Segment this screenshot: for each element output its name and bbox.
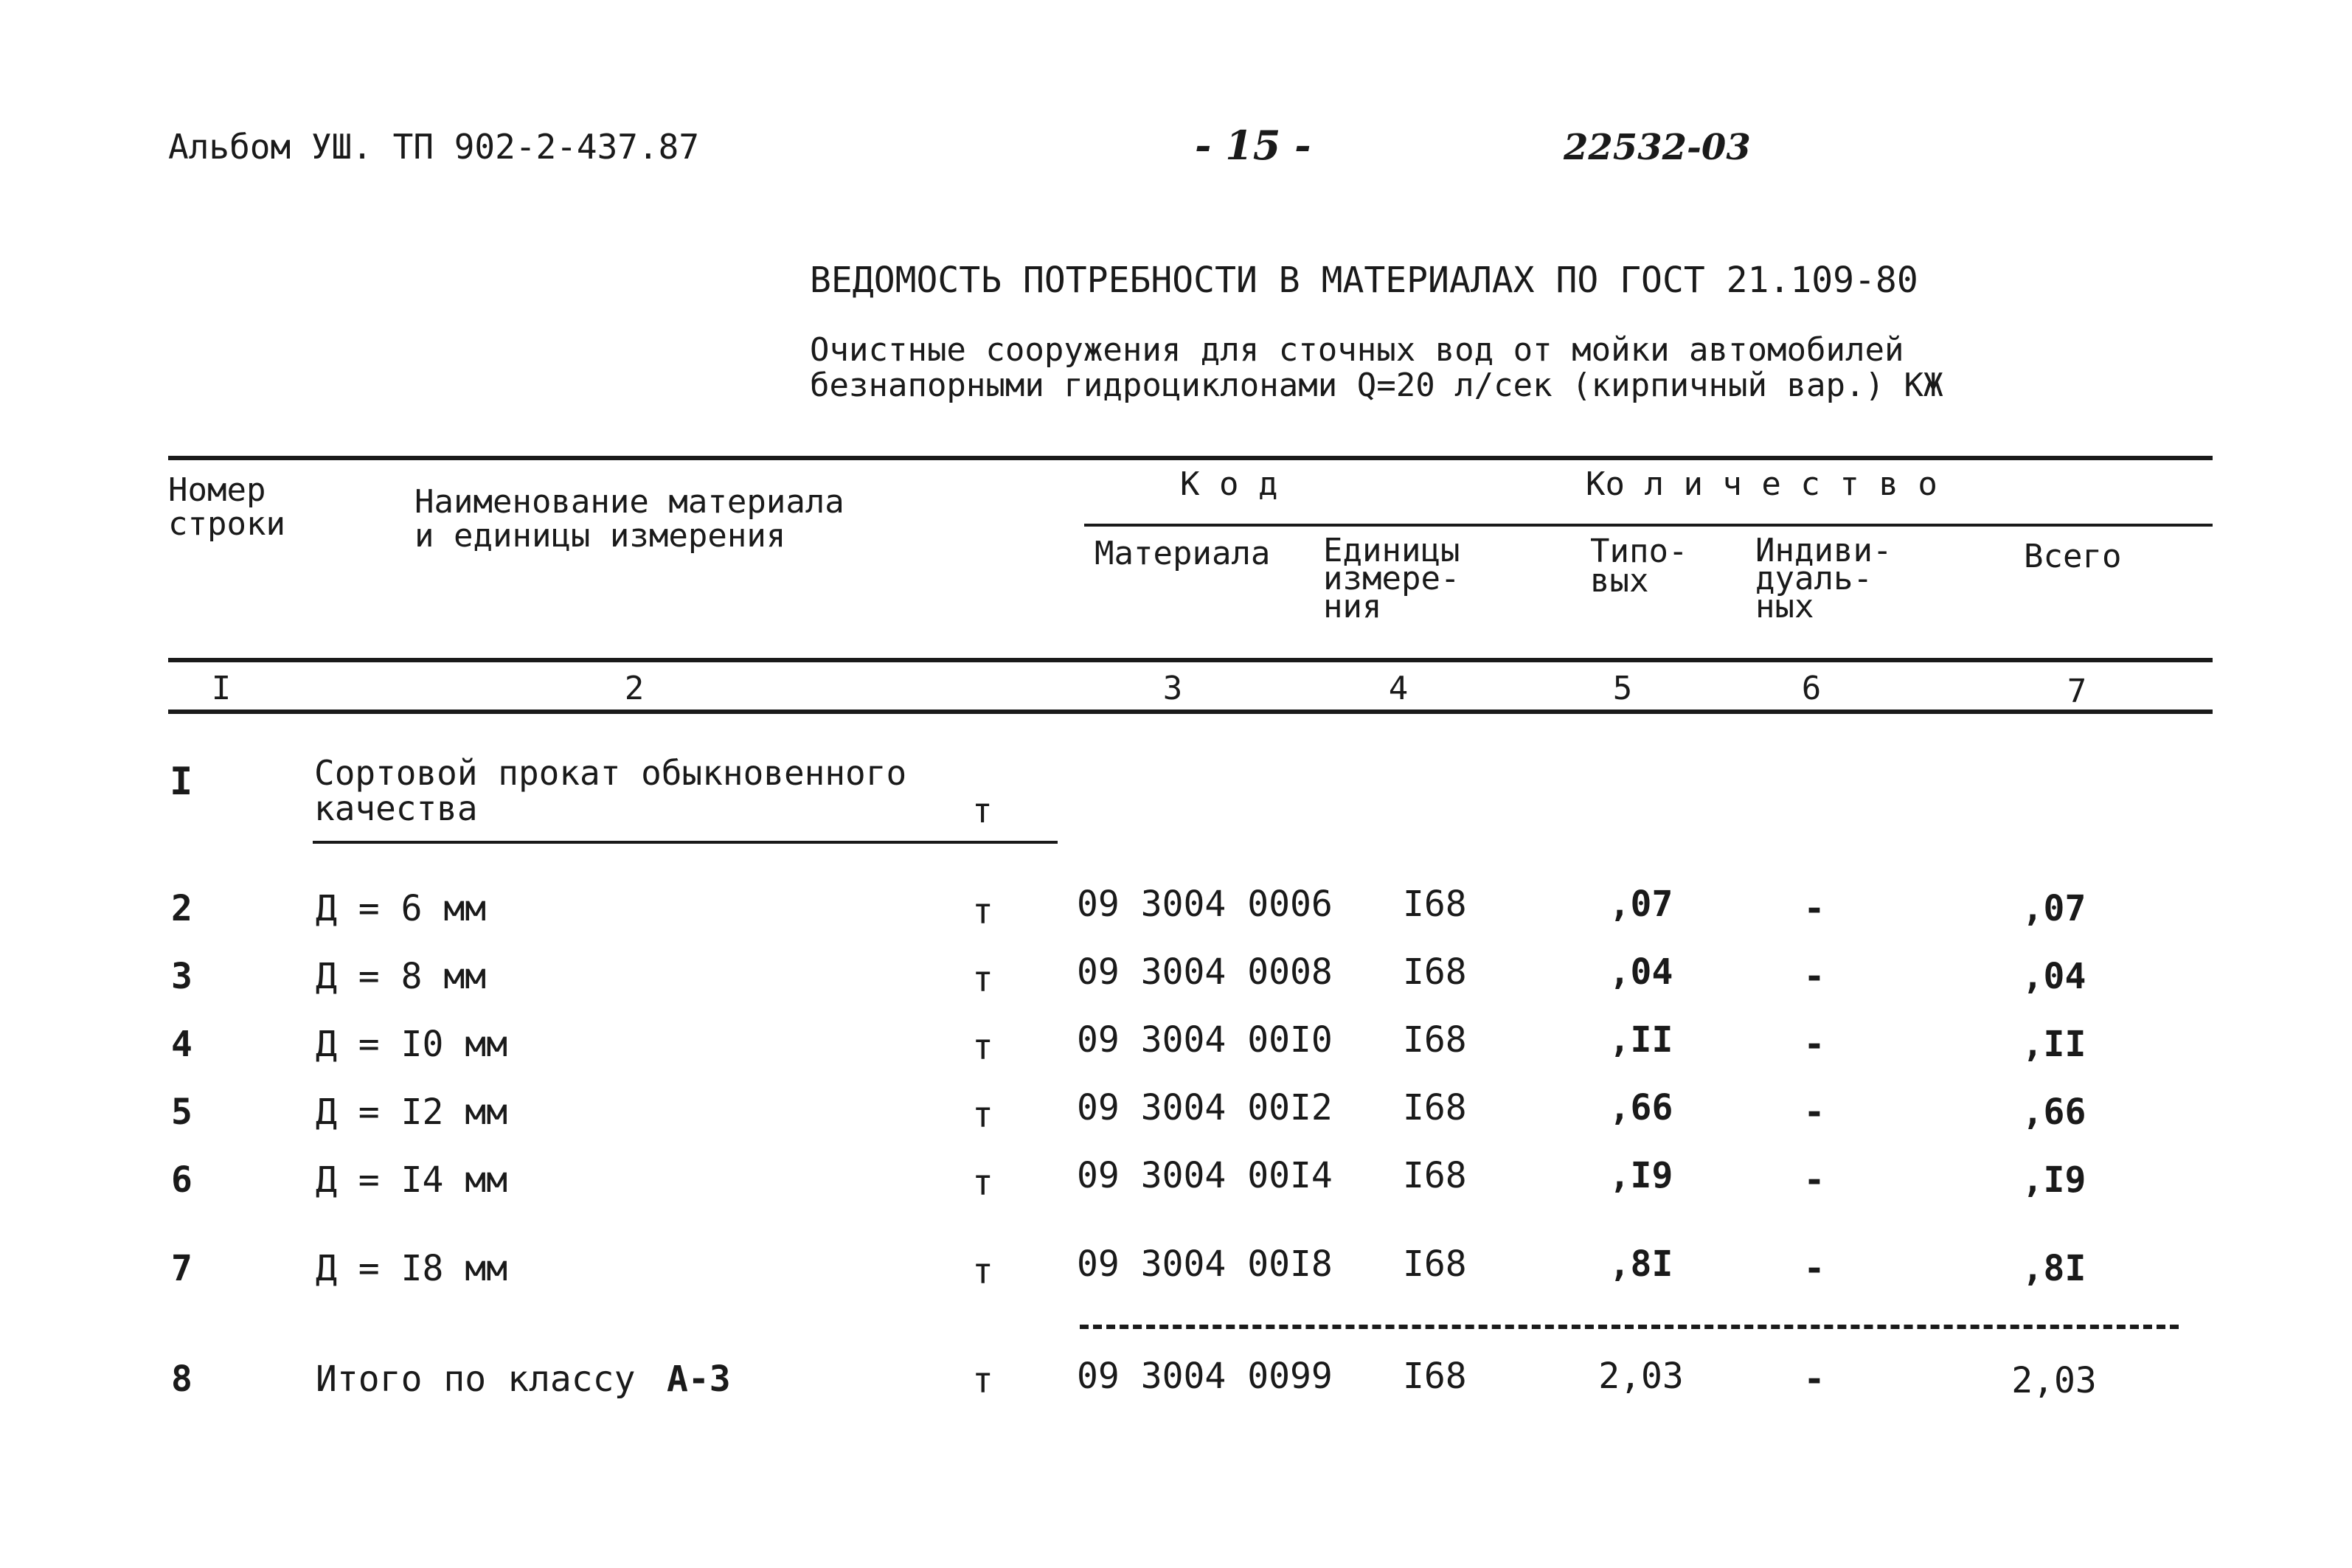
header-quantity-group: Ко л и ч е с т в о (1586, 465, 1938, 503)
row-unit-code: I68 (1403, 1155, 1467, 1196)
document-code: 22532-03 (1564, 127, 1751, 168)
row-individual: - (1803, 956, 1825, 997)
row-unit-code: I68 (1403, 1243, 1467, 1285)
row-unit: т (972, 1251, 993, 1292)
section-underline (313, 841, 1058, 844)
section-name: Сортовой прокат обыкновенного качества (314, 753, 907, 828)
row-number: 4 (171, 1024, 192, 1065)
row-number: 6 (171, 1159, 192, 1201)
row-unit-code: I68 (1403, 1087, 1467, 1128)
total-row-number: 8 (171, 1359, 192, 1400)
column-number-1: I (211, 670, 232, 707)
total-row-total: 2,03 (2011, 1360, 2097, 1401)
row-unit: т (972, 1162, 993, 1204)
row-code: 09 3004 00I4 (1077, 1155, 1333, 1196)
header-code-material: Материала (1095, 535, 1271, 572)
total-row-unit-code: I68 (1403, 1356, 1467, 1397)
subtitle-line-1: Очистные сооружения для сточных вод от мойки автомобилей (810, 331, 1904, 369)
table-top-rule (168, 456, 2213, 460)
row-number: 7 (171, 1248, 192, 1289)
total-row-unit: т (972, 1360, 993, 1401)
row-code: 09 3004 00I8 (1077, 1243, 1333, 1285)
row-code: 09 3004 00I0 (1077, 1019, 1333, 1061)
total-separator (1080, 1325, 2179, 1329)
album-reference: Альбом УШ. ТП 902-2-437.87 (168, 127, 700, 167)
header-bottom-rule (168, 658, 2213, 662)
header-row-number: Номер строки (168, 471, 285, 543)
row-typical: ,8I (1609, 1243, 1673, 1285)
row-total: ,07 (2022, 888, 2086, 929)
total-row-code: 09 3004 0099 (1077, 1356, 1333, 1397)
row-code: 09 3004 00I2 (1077, 1087, 1333, 1128)
page-number: - 15 - (1195, 122, 1311, 169)
header-code-group: К о д (1180, 465, 1278, 503)
row-name: Д = 8 мм (316, 956, 487, 997)
row-unit: т (972, 959, 993, 1000)
column-number-5: 5 (1612, 670, 1633, 707)
row-individual: - (1803, 1092, 1825, 1133)
row-total: ,8I (2022, 1248, 2086, 1289)
row-individual: - (1803, 1024, 1825, 1065)
row-name: Д = 6 мм (316, 888, 487, 929)
header-material-name: Наименование материала и единицы измерения (414, 483, 844, 555)
row-unit: т (972, 1095, 993, 1136)
row-name: Д = I4 мм (316, 1159, 508, 1201)
column-numbers-rule (168, 710, 2213, 714)
header-quantity-typical: Типо- вых (1590, 533, 1688, 600)
document-title: ВЕДОМОСТЬ ПОТРЕБНОСТИ В МАТЕРИАЛАХ ПО ГОСТ 21.109-80 (810, 260, 1918, 301)
column-number-6: 6 (1801, 670, 1822, 707)
row-typical: ,66 (1609, 1087, 1673, 1128)
total-row-name: Итого по классу (316, 1359, 636, 1400)
total-row-individual: - (1803, 1359, 1825, 1400)
row-code: 09 3004 0008 (1077, 951, 1333, 993)
row-name: Д = I2 мм (316, 1092, 508, 1133)
header-quantity-individual: Индиви- дуаль- ных (1755, 532, 1893, 625)
section-number: I (170, 760, 193, 804)
section-unit: т (972, 791, 993, 830)
row-number: 2 (171, 888, 192, 929)
row-unit-code: I68 (1403, 884, 1467, 925)
subtitle-line-2: безнапорными гидроциклонами Q=20 л/сек (кирпичный вар.) КЖ (810, 367, 1943, 404)
row-unit-code: I68 (1403, 1019, 1467, 1061)
row-total: ,I9 (2022, 1159, 2086, 1201)
row-total: ,66 (2022, 1092, 2086, 1133)
total-row-typical: 2,03 (1598, 1356, 1684, 1397)
column-number-7: 7 (2067, 673, 2087, 710)
row-unit: т (972, 1027, 993, 1068)
row-typical: ,II (1609, 1019, 1673, 1061)
row-name: Д = I0 мм (316, 1024, 508, 1065)
row-number: 5 (171, 1092, 192, 1133)
column-number-3: 3 (1162, 670, 1183, 707)
header-quantity-total: Всего (2024, 538, 2122, 575)
column-number-2: 2 (624, 670, 645, 707)
row-total: ,04 (2022, 956, 2086, 997)
row-individual: - (1803, 888, 1825, 929)
row-individual: - (1803, 1248, 1825, 1289)
row-unit-code: I68 (1403, 951, 1467, 993)
row-total: ,II (2022, 1024, 2086, 1065)
column-number-4: 4 (1388, 670, 1409, 707)
row-individual: - (1803, 1159, 1825, 1201)
row-typical: ,07 (1609, 884, 1673, 925)
row-typical: ,I9 (1609, 1155, 1673, 1196)
row-unit: т (972, 891, 993, 932)
row-code: 09 3004 0006 (1077, 884, 1333, 925)
row-number: 3 (171, 956, 192, 997)
code-group-rule (1084, 524, 2213, 527)
total-row-class: А-3 (667, 1359, 731, 1400)
header-code-unit: Единицы измере- ния (1323, 532, 1460, 625)
row-name: Д = I8 мм (316, 1248, 508, 1289)
row-typical: ,04 (1609, 951, 1673, 993)
